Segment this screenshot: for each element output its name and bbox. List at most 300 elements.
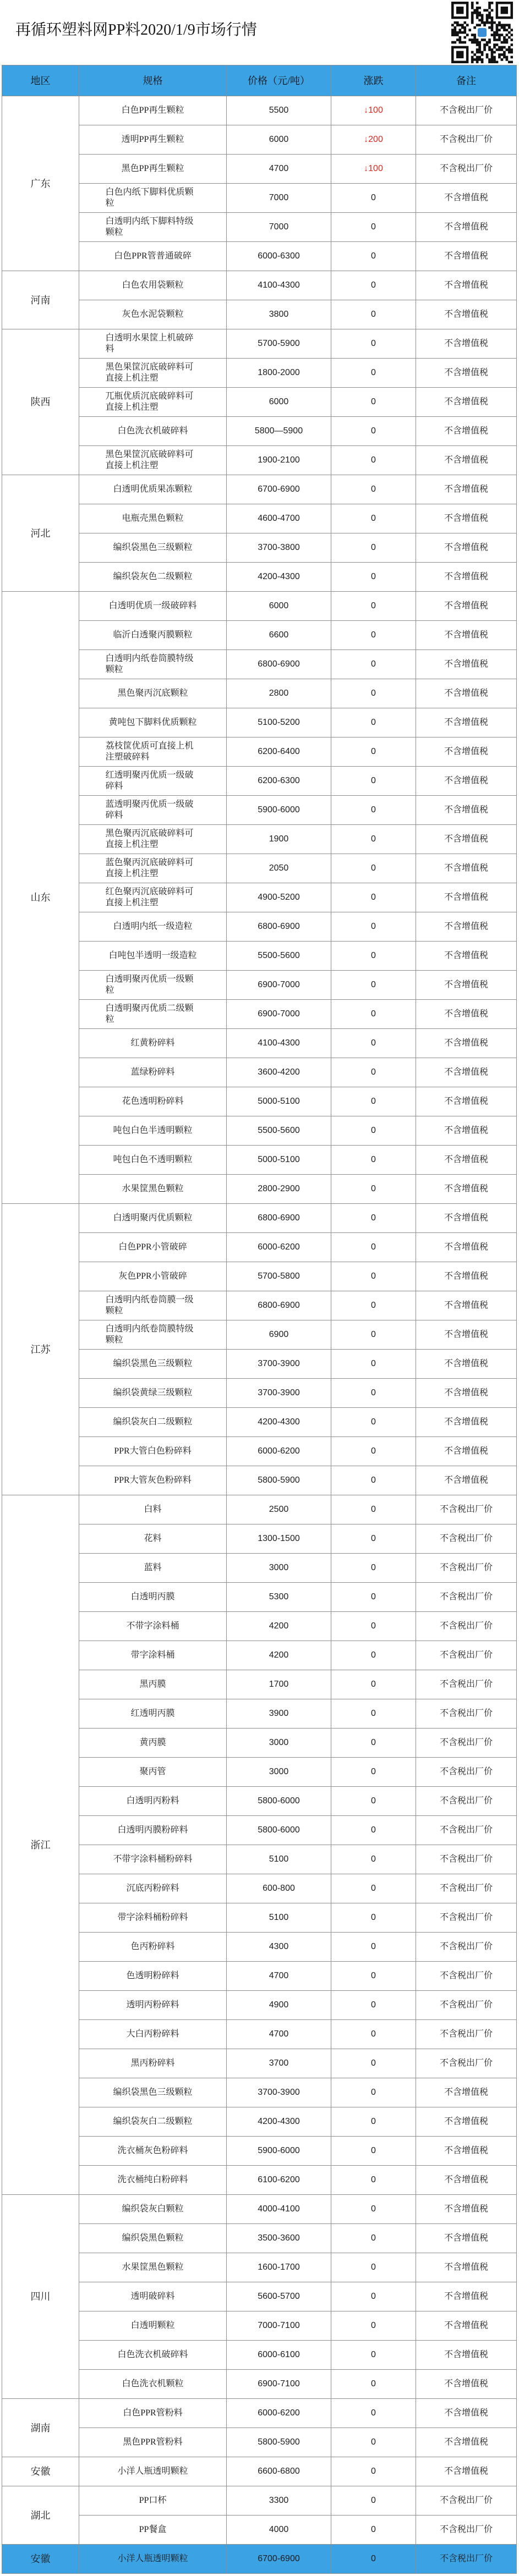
change-cell: 0 — [331, 2486, 416, 2516]
price-cell: 3000 — [227, 1758, 331, 1787]
note-cell: 不含增值税 — [416, 2282, 517, 2311]
spec-cell — [79, 2224, 227, 2253]
spec-text: 临沂白透聚丙膜颗粒 — [113, 630, 193, 640]
note-cell: 不含税出厂价 — [416, 1962, 517, 1991]
spec-text: 编织袋灰白颗粒 — [122, 2204, 184, 2214]
price-cell: 6800-6900 — [227, 1291, 331, 1320]
spec-text: 黄丙膜 — [139, 1738, 166, 1747]
spec-text: 编织袋黑色三级颗粒 — [113, 2088, 193, 2097]
note-cell: 不含增值税 — [416, 504, 517, 533]
price-cell: 7000 — [227, 213, 331, 242]
change-cell: 0 — [331, 592, 416, 621]
spec-cell — [79, 2341, 227, 2370]
note-cell: 不含税出厂价 — [416, 2049, 517, 2078]
price-cell: 5900-6000 — [227, 2137, 331, 2166]
spec-text: 白色洗衣机破碎料 — [117, 2350, 188, 2359]
price-cell: 4900 — [227, 1991, 331, 2020]
spec-cell — [79, 1991, 227, 2020]
region-cell: 陕西 — [2, 329, 79, 475]
spec-cell — [79, 2428, 227, 2457]
spec-text: 白透明优质一级破碎料 — [108, 601, 197, 610]
change-cell: 0 — [331, 942, 416, 971]
price-cell: 6200-6300 — [227, 767, 331, 796]
note-cell: 不含税出厂价 — [416, 1933, 517, 1962]
price-cell: 4200-4300 — [227, 563, 331, 592]
qr-code — [451, 2, 513, 63]
change-cell: 0 — [331, 854, 416, 883]
spec-cell — [79, 1291, 227, 1320]
note-cell: 不含税出厂价 — [416, 1758, 517, 1787]
change-cell: 0 — [331, 1058, 416, 1087]
note-cell: 不含增值税 — [416, 300, 517, 329]
spec-cell — [79, 2370, 227, 2399]
change-cell: 0 — [331, 2516, 416, 2545]
change-cell: 0 — [331, 1933, 416, 1962]
spec-text: 红透明聚丙优质一级破碎料 — [105, 770, 194, 791]
spec-text: 红色聚丙沉底破碎料可直接上机注塑 — [105, 887, 194, 907]
region-cell: 湖北 — [2, 2486, 79, 2545]
note-cell: 不含增值税 — [416, 796, 517, 825]
spec-cell — [79, 2020, 227, 2049]
spec-cell — [79, 2486, 227, 2516]
change-cell: 0 — [331, 1524, 416, 1554]
note-cell: 不含增值税 — [416, 1029, 517, 1058]
note-cell: 不含增值税 — [416, 971, 517, 1000]
price-cell: 4000-4100 — [227, 2195, 331, 2224]
change-cell: 0 — [331, 1729, 416, 1758]
spec-cell — [79, 1583, 227, 1612]
price-cell: 6000-6300 — [227, 242, 331, 271]
spec-text: 白吨包半透明一级造粒 — [108, 951, 197, 960]
note-cell: 不含增值税 — [416, 388, 517, 417]
change-cell: 0 — [331, 1408, 416, 1437]
note-cell: 不含税出厂价 — [416, 125, 517, 155]
change-cell: 0 — [331, 1175, 416, 1204]
spec-cell — [79, 271, 227, 300]
change-cell: 0 — [331, 563, 416, 592]
change-cell: ↓100 — [331, 96, 416, 125]
spec-text: 聚丙管 — [139, 1767, 166, 1776]
price-cell: 5500 — [227, 96, 331, 125]
price-cell: 1300-1500 — [227, 1524, 331, 1554]
change-cell: 0 — [331, 329, 416, 359]
price-cell: 3000 — [227, 1554, 331, 1583]
change-cell: 0 — [331, 1670, 416, 1699]
note-cell: 不含增值税 — [416, 1204, 517, 1233]
change-cell: 0 — [331, 2311, 416, 2341]
change-cell: 0 — [331, 1204, 416, 1233]
spec-cell — [79, 2195, 227, 2224]
price-cell: 2800 — [227, 679, 331, 708]
change-cell: 0 — [331, 2341, 416, 2370]
spec-cell — [79, 417, 227, 446]
change-cell: ↓200 — [331, 125, 416, 155]
price-cell: 6000 — [227, 125, 331, 155]
note-cell: 不含增值税 — [416, 271, 517, 300]
note-cell: 不含增值税 — [416, 2107, 517, 2137]
change-cell: 0 — [331, 1874, 416, 1903]
price-cell: 6700-6900 — [227, 475, 331, 504]
change-cell: 0 — [331, 1641, 416, 1670]
change-cell: 0 — [331, 621, 416, 650]
price-cell: 5100-5200 — [227, 708, 331, 737]
change-cell: 0 — [331, 1495, 416, 1524]
spec-cell — [79, 533, 227, 563]
note-cell: 不含增值税 — [416, 2195, 517, 2224]
spec-text: 黑色PPR管粉料 — [123, 2437, 183, 2447]
spec-cell — [79, 2516, 227, 2545]
region-cell: 安徽 — [2, 2545, 79, 2574]
spec-text: 黑丙膜 — [139, 1680, 166, 1689]
spec-text: 带字涂料桶粉碎料 — [117, 1913, 188, 1922]
note-cell: 不含税出厂价 — [416, 1699, 517, 1729]
page-title: 再循环塑料网PP料2020/1/9市场行情 — [15, 21, 257, 38]
spec-text: 编织袋灰白二级颗粒 — [113, 2117, 193, 2126]
price-cell: 4200 — [227, 1612, 331, 1641]
spec-text: 编织袋灰色二级颗粒 — [113, 572, 193, 581]
change-cell: 0 — [331, 359, 416, 388]
change-cell: 0 — [331, 2049, 416, 2078]
note-cell: 不含税出厂价 — [416, 1641, 517, 1670]
note-cell: 不含增值税 — [416, 475, 517, 504]
spec-cell — [79, 388, 227, 417]
spec-cell — [79, 1204, 227, 1233]
spec-cell — [79, 1903, 227, 1933]
spec-text: 白透明聚丙优质颗粒 — [113, 1213, 193, 1223]
price-cell: 4600-4700 — [227, 504, 331, 533]
spec-cell — [79, 2545, 227, 2574]
price-cell: 4200 — [227, 1641, 331, 1670]
change-cell: 0 — [331, 475, 416, 504]
change-cell: 0 — [331, 2253, 416, 2282]
price-cell: 6100-6200 — [227, 2166, 331, 2195]
price-cell: 3700-3900 — [227, 1350, 331, 1379]
note-cell: 不含增值税 — [416, 2253, 517, 2282]
price-cell: 6800-6900 — [227, 1204, 331, 1233]
note-cell: 不含税出厂价 — [416, 1524, 517, 1554]
note-cell: 不含增值税 — [416, 1291, 517, 1320]
price-cell: 4700 — [227, 155, 331, 184]
price-cell: 6000-6100 — [227, 2341, 331, 2370]
spec-cell — [79, 125, 227, 155]
change-cell: 0 — [331, 912, 416, 942]
price-cell: 6600-6800 — [227, 2457, 331, 2486]
spec-text: 编织袋黑色颗粒 — [122, 2233, 184, 2243]
spec-text: 编织袋黑色三级颗粒 — [113, 543, 193, 552]
change-cell: 0 — [331, 1612, 416, 1641]
note-cell: 不含税出厂价 — [416, 1729, 517, 1758]
spec-text: 小洋人瓶透明颗粒 — [117, 2467, 188, 2476]
note-cell: 不含增值税 — [416, 825, 517, 854]
spec-text: 水果筐黑色颗粒 — [122, 2263, 184, 2272]
spec-text: 黑色果筐沉底破碎料可直接上机注塑 — [105, 362, 194, 383]
spec-cell — [79, 155, 227, 184]
price-cell: 4200-4300 — [227, 2107, 331, 2137]
spec-text: 蓝透明聚丙优质一级破碎料 — [105, 800, 194, 820]
spec-cell — [79, 679, 227, 708]
region-cell: 江苏 — [2, 1204, 79, 1495]
change-cell: 0 — [331, 679, 416, 708]
price-cell: 1900 — [227, 825, 331, 854]
spec-cell — [79, 1641, 227, 1670]
change-cell: 0 — [331, 388, 416, 417]
change-cell: 0 — [331, 2137, 416, 2166]
change-cell: 0 — [331, 2078, 416, 2107]
spec-cell — [79, 1816, 227, 1845]
spec-cell — [79, 592, 227, 621]
change-cell: 0 — [331, 2428, 416, 2457]
spec-text: 白透明优质果冻颗粒 — [113, 485, 193, 494]
price-cell: 5800-5900 — [227, 1466, 331, 1495]
spec-text: PP口杯 — [139, 2496, 167, 2505]
note-cell: 不含增值税 — [416, 2399, 517, 2428]
note-cell: 不含增值税 — [416, 1466, 517, 1495]
spec-cell — [79, 767, 227, 796]
note-cell: 不含税出厂价 — [416, 1583, 517, 1612]
note-cell: 不含税出厂价 — [416, 1991, 517, 2020]
change-cell: 0 — [331, 708, 416, 737]
spec-cell — [79, 1612, 227, 1641]
header-price: 价格（元/吨） — [227, 65, 331, 96]
change-cell: 0 — [331, 1000, 416, 1029]
change-cell: 0 — [331, 446, 416, 475]
price-cell: 4900-5200 — [227, 883, 331, 912]
spec-cell — [79, 2399, 227, 2428]
price-cell: 7000-7100 — [227, 2311, 331, 2341]
spec-cell — [79, 300, 227, 329]
price-cell: 5000-5100 — [227, 1087, 331, 1116]
change-cell: 0 — [331, 796, 416, 825]
spec-text: 不带字涂料桶粉碎料 — [113, 1854, 193, 1864]
spec-text: PPR大管白色粉碎料 — [114, 1446, 192, 1456]
spec-cell — [79, 883, 227, 912]
header-note: 备注 — [416, 65, 517, 96]
price-cell: 4300 — [227, 1933, 331, 1962]
note-cell: 不含增值税 — [416, 1087, 517, 1116]
spec-cell — [79, 96, 227, 125]
spec-text: 白透明丙膜粉碎料 — [117, 1825, 188, 1835]
change-cell: 0 — [331, 2282, 416, 2311]
price-cell: 6700-6900 — [227, 2545, 331, 2574]
note-cell: 不含增值税 — [416, 767, 517, 796]
spec-cell — [79, 1116, 227, 1146]
note-cell: 不含增值税 — [416, 854, 517, 883]
spec-cell — [79, 2078, 227, 2107]
note-cell: 不含增值税 — [416, 737, 517, 767]
spec-text: 蓝色聚丙沉底破碎料可直接上机注塑 — [105, 858, 194, 878]
note-cell: 不含增值税 — [416, 1320, 517, 1350]
note-cell: 不含增值税 — [416, 2341, 517, 2370]
note-cell: 不含税出厂价 — [416, 1787, 517, 1816]
price-cell: 3900 — [227, 1699, 331, 1729]
spec-text: 蓝料 — [144, 1563, 162, 1572]
spec-text: 带字涂料桶 — [130, 1650, 175, 1660]
spec-cell — [79, 621, 227, 650]
spec-cell — [79, 796, 227, 825]
change-cell: 0 — [331, 271, 416, 300]
spec-text: 蓝绿粉碎料 — [130, 1067, 175, 1077]
spec-cell — [79, 912, 227, 942]
spec-cell — [79, 2049, 227, 2078]
price-cell: 6900-7000 — [227, 971, 331, 1000]
change-cell: 0 — [331, 1320, 416, 1350]
note-cell: 不含增值税 — [416, 883, 517, 912]
price-cell: 3600-4200 — [227, 1058, 331, 1087]
price-cell: 5500-5600 — [227, 1116, 331, 1146]
price-cell: 5800-5900 — [227, 2428, 331, 2457]
region-cell: 山东 — [2, 592, 79, 1204]
region-cell: 广东 — [2, 96, 79, 271]
price-cell: 4000 — [227, 2516, 331, 2545]
spec-text: 吨包白色不透明颗粒 — [113, 1155, 193, 1164]
spec-cell — [79, 1758, 227, 1787]
note-cell: 不含增值税 — [416, 942, 517, 971]
price-cell: 5500-5600 — [227, 942, 331, 971]
spec-text: 白透明聚丙优质一级颗粒 — [105, 975, 194, 995]
change-cell: 0 — [331, 1262, 416, 1291]
price-cell: 5100 — [227, 1903, 331, 1933]
spec-text: 白色洗衣机颗粒 — [122, 2379, 184, 2388]
spec-text: 黄吨包下脚料优质颗粒 — [108, 718, 197, 727]
change-cell: 0 — [331, 1466, 416, 1495]
spec-text: 编织袋灰白二级颗粒 — [113, 1417, 193, 1427]
spec-text: 黑丙粉碎料 — [130, 2058, 175, 2068]
price-cell: 6900 — [227, 1320, 331, 1350]
spec-text: 兀瓶优质沉底破碎料可直接上机注塑 — [105, 392, 194, 412]
change-cell: 0 — [331, 2195, 416, 2224]
change-cell: 0 — [331, 1116, 416, 1146]
spec-text: 透明丙粉碎料 — [126, 2000, 179, 2010]
price-cell: 5700-5900 — [227, 329, 331, 359]
spec-text: 红透明丙膜 — [130, 1709, 175, 1718]
spec-text: 色透明粉碎料 — [126, 1971, 179, 1980]
price-cell: 5600-5700 — [227, 2282, 331, 2311]
spec-text: 白色PP再生颗粒 — [121, 106, 184, 115]
change-cell: 0 — [331, 533, 416, 563]
price-cell: 6000-6200 — [227, 1437, 331, 1466]
change-cell: 0 — [331, 417, 416, 446]
price-cell: 3700-3900 — [227, 2078, 331, 2107]
price-cell: 3300 — [227, 2486, 331, 2516]
price-cell: 5300 — [227, 1583, 331, 1612]
note-cell: 不含增值税 — [416, 708, 517, 737]
spec-cell — [79, 2137, 227, 2166]
note-cell: 不含增值税 — [416, 1146, 517, 1175]
region-cell: 河南 — [2, 271, 79, 329]
note-cell: 不含税出厂价 — [416, 1816, 517, 1845]
change-cell: 0 — [331, 1087, 416, 1116]
spec-text: 电瓶壳黑色颗粒 — [122, 514, 184, 523]
spec-cell — [79, 1554, 227, 1583]
price-cell: 6000-6200 — [227, 2399, 331, 2428]
spec-text: 白透明水果筐上机破碎料 — [105, 333, 194, 354]
note-cell: 不含税出厂价 — [416, 1612, 517, 1641]
change-cell: 0 — [331, 1991, 416, 2020]
price-cell: 6800-6900 — [227, 912, 331, 942]
spec-text: 黑色聚丙沉底颗粒 — [117, 689, 188, 698]
note-cell: 不含税出厂价 — [416, 1554, 517, 1583]
note-cell: 不含增值税 — [416, 1058, 517, 1087]
spec-cell — [79, 446, 227, 475]
change-cell: 0 — [331, 1291, 416, 1320]
price-cell: 6600 — [227, 621, 331, 650]
price-cell: 5900-6000 — [227, 796, 331, 825]
note-cell: 不含增值税 — [416, 1437, 517, 1466]
note-cell: 不含增值税 — [416, 1233, 517, 1262]
change-cell: 0 — [331, 737, 416, 767]
price-cell: 4700 — [227, 2020, 331, 2049]
spec-cell — [79, 2253, 227, 2282]
region-cell: 湖南 — [2, 2399, 79, 2457]
price-cell: 6000 — [227, 592, 331, 621]
price-cell: 5700-5800 — [227, 1262, 331, 1291]
spec-cell — [79, 242, 227, 271]
spec-text: 白透明内纸一级造粒 — [113, 922, 193, 931]
price-cell: 2500 — [227, 1495, 331, 1524]
spec-cell — [79, 1175, 227, 1204]
spec-text: 白透明聚丙优质二级颗粒 — [105, 1004, 194, 1024]
note-cell: 不含增值税 — [416, 2457, 517, 2486]
note-cell: 不含增值税 — [416, 417, 517, 446]
spec-cell — [79, 504, 227, 533]
change-cell: 0 — [331, 1437, 416, 1466]
header-spec: 规格 — [79, 65, 227, 96]
change-cell: 0 — [331, 2107, 416, 2137]
change-cell: 0 — [331, 883, 416, 912]
price-cell: 3700 — [227, 2049, 331, 2078]
change-cell: 0 — [331, 1554, 416, 1583]
note-cell: 不含增值税 — [416, 242, 517, 271]
price-cell: 1800-2000 — [227, 359, 331, 388]
spec-text: PP餐盒 — [139, 2525, 167, 2534]
spec-cell — [79, 1874, 227, 1903]
price-cell: 3700-3900 — [227, 1379, 331, 1408]
spec-cell — [79, 2282, 227, 2311]
spec-text: 白透明内纸卷筒膜一级颗粒 — [105, 1295, 194, 1315]
note-cell: 不含税出厂价 — [416, 2516, 517, 2545]
price-cell: 6000-6200 — [227, 1233, 331, 1262]
qr-logo — [478, 28, 487, 37]
spec-text: 白色农用袋颗粒 — [122, 280, 184, 290]
spec-text: 花色透明粉碎料 — [122, 1097, 184, 1106]
change-cell: 0 — [331, 1379, 416, 1408]
spec-text: 编织袋黑色三级颗粒 — [113, 1359, 193, 1368]
spec-cell — [79, 329, 227, 359]
spec-text: 黑色PP再生颗粒 — [121, 164, 184, 173]
price-cell: 6900-7000 — [227, 1000, 331, 1029]
spec-cell — [79, 1787, 227, 1816]
spec-cell — [79, 1146, 227, 1175]
change-cell: 0 — [331, 2457, 416, 2486]
spec-text: 白透明颗粒 — [130, 2321, 175, 2330]
spec-cell — [79, 475, 227, 504]
note-cell: 不含增值税 — [416, 2166, 517, 2195]
price-cell: 5000-5100 — [227, 1146, 331, 1175]
note-cell: 不含增值税 — [416, 1175, 517, 1204]
price-cell: 7000 — [227, 184, 331, 213]
note-cell: 不含增值税 — [416, 184, 517, 213]
spec-cell — [79, 1845, 227, 1874]
change-cell: 0 — [331, 2545, 416, 2574]
spec-text: 花料 — [144, 1534, 162, 1543]
spec-text: 透明PP再生颗粒 — [121, 135, 184, 144]
spec-cell — [79, 1699, 227, 1729]
note-cell: 不含税出厂价 — [416, 1845, 517, 1874]
spec-text: 大白丙粉碎料 — [126, 2029, 179, 2039]
spec-cell — [79, 1350, 227, 1379]
price-cell: 5800-6000 — [227, 1787, 331, 1816]
region-cell: 河北 — [2, 475, 79, 592]
